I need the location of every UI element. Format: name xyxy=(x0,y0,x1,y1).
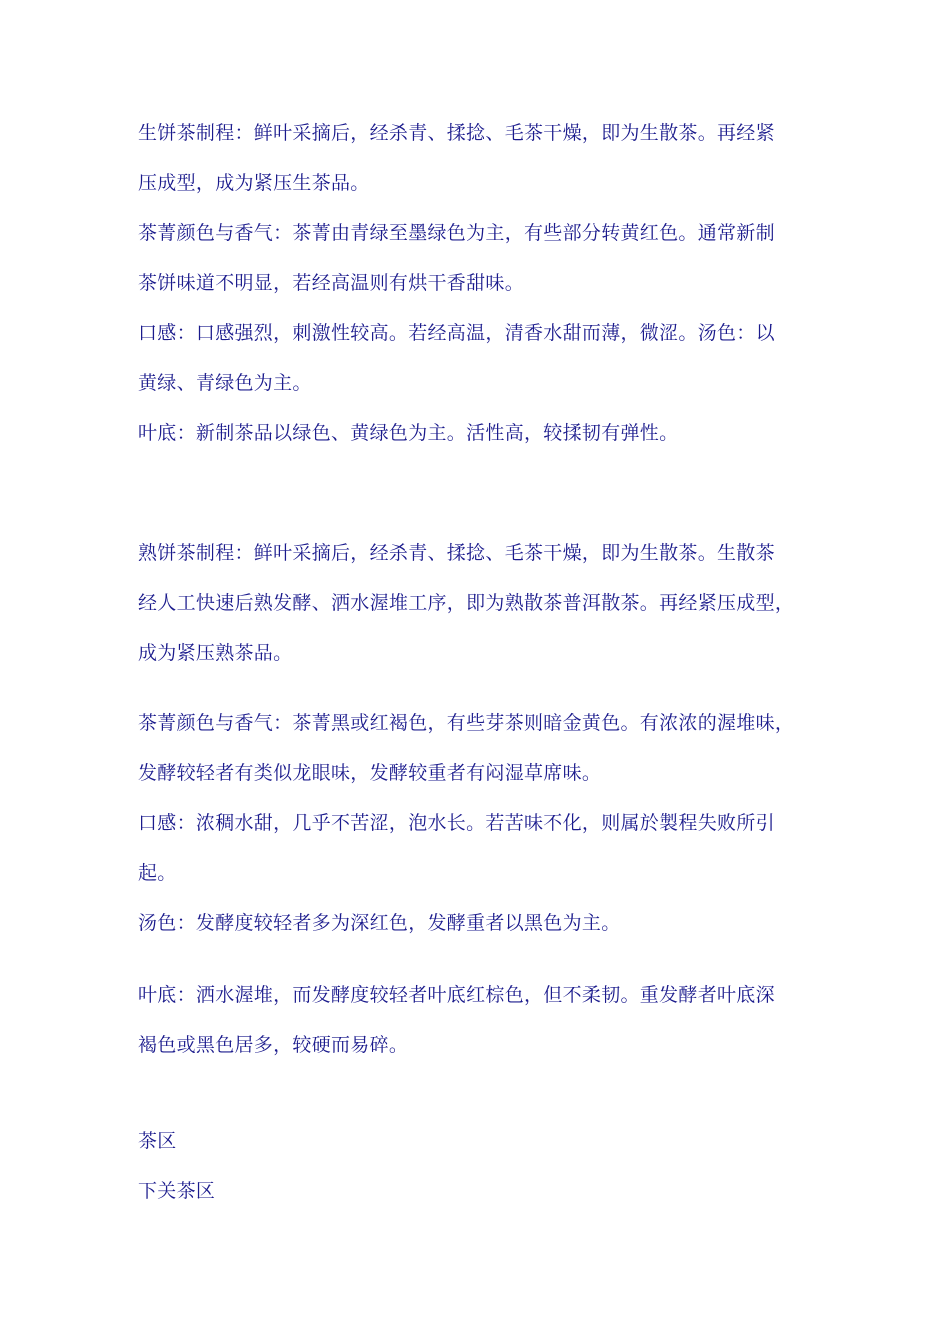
region-item-1: 下关茶区 xyxy=(138,1180,216,1202)
ripe-color-line-1: 茶菁颜色与香气：茶菁黑或红褐色，有些芽茶则暗金黄色。有浓浓的渥堆味， xyxy=(138,712,795,734)
ripe-process-line-1: 熟饼茶制程：鲜叶采摘后，经杀青、揉捻、毛茶干燥，即为生散茶。生散茶 xyxy=(138,542,775,564)
ripe-taste-line-2: 起。 xyxy=(138,862,177,884)
ripe-soup-line-1: 汤色：发酵度较轻者多为深红色，发酵重者以黑色为主。 xyxy=(138,912,621,934)
ripe-color-line-2: 发酵较轻者有类似龙眼味，发酵较重者有闷湿草席味。 xyxy=(138,762,602,784)
raw-process-line-2: 压成型，成为紧压生茶品。 xyxy=(138,172,370,194)
raw-taste-line-2: 黄绿、青绿色为主。 xyxy=(138,372,312,394)
raw-taste-line-1: 口感：口感强烈，刺激性较高。若经高温，清香水甜而薄，微涩。汤色：以 xyxy=(138,322,775,344)
ripe-leaf-line-1: 叶底：洒水渥堆，而发酵度较轻者叶底红棕色，但不柔韧。重发酵者叶底深 xyxy=(138,984,775,1006)
raw-process-line-1: 生饼茶制程：鲜叶采摘后，经杀青、揉捻、毛茶干燥，即为生散茶。再经紧 xyxy=(138,122,775,144)
ripe-process-line-2: 经人工快速后熟发酵、洒水渥堆工序，即为熟散茶普洱散茶。再经紧压成型， xyxy=(138,592,795,614)
ripe-taste-line-1: 口感：浓稠水甜，几乎不苦涩，泡水长。若苦味不化，则属於製程失败所引 xyxy=(138,812,775,834)
raw-color-line-2: 茶饼味道不明显，若经高温则有烘干香甜味。 xyxy=(138,272,525,294)
raw-color-line-1: 茶菁颜色与香气：茶菁由青绿至墨绿色为主，有些部分转黄红色。通常新制 xyxy=(138,222,775,244)
ripe-process-line-3: 成为紧压熟茶品。 xyxy=(138,642,293,664)
raw-leaf-line-1: 叶底：新制茶品以绿色、黄绿色为主。活性高，较揉韧有弹性。 xyxy=(138,422,679,444)
region-heading: 茶区 xyxy=(138,1130,177,1152)
ripe-leaf-line-2: 褐色或黑色居多，较硬而易碎。 xyxy=(138,1034,409,1056)
